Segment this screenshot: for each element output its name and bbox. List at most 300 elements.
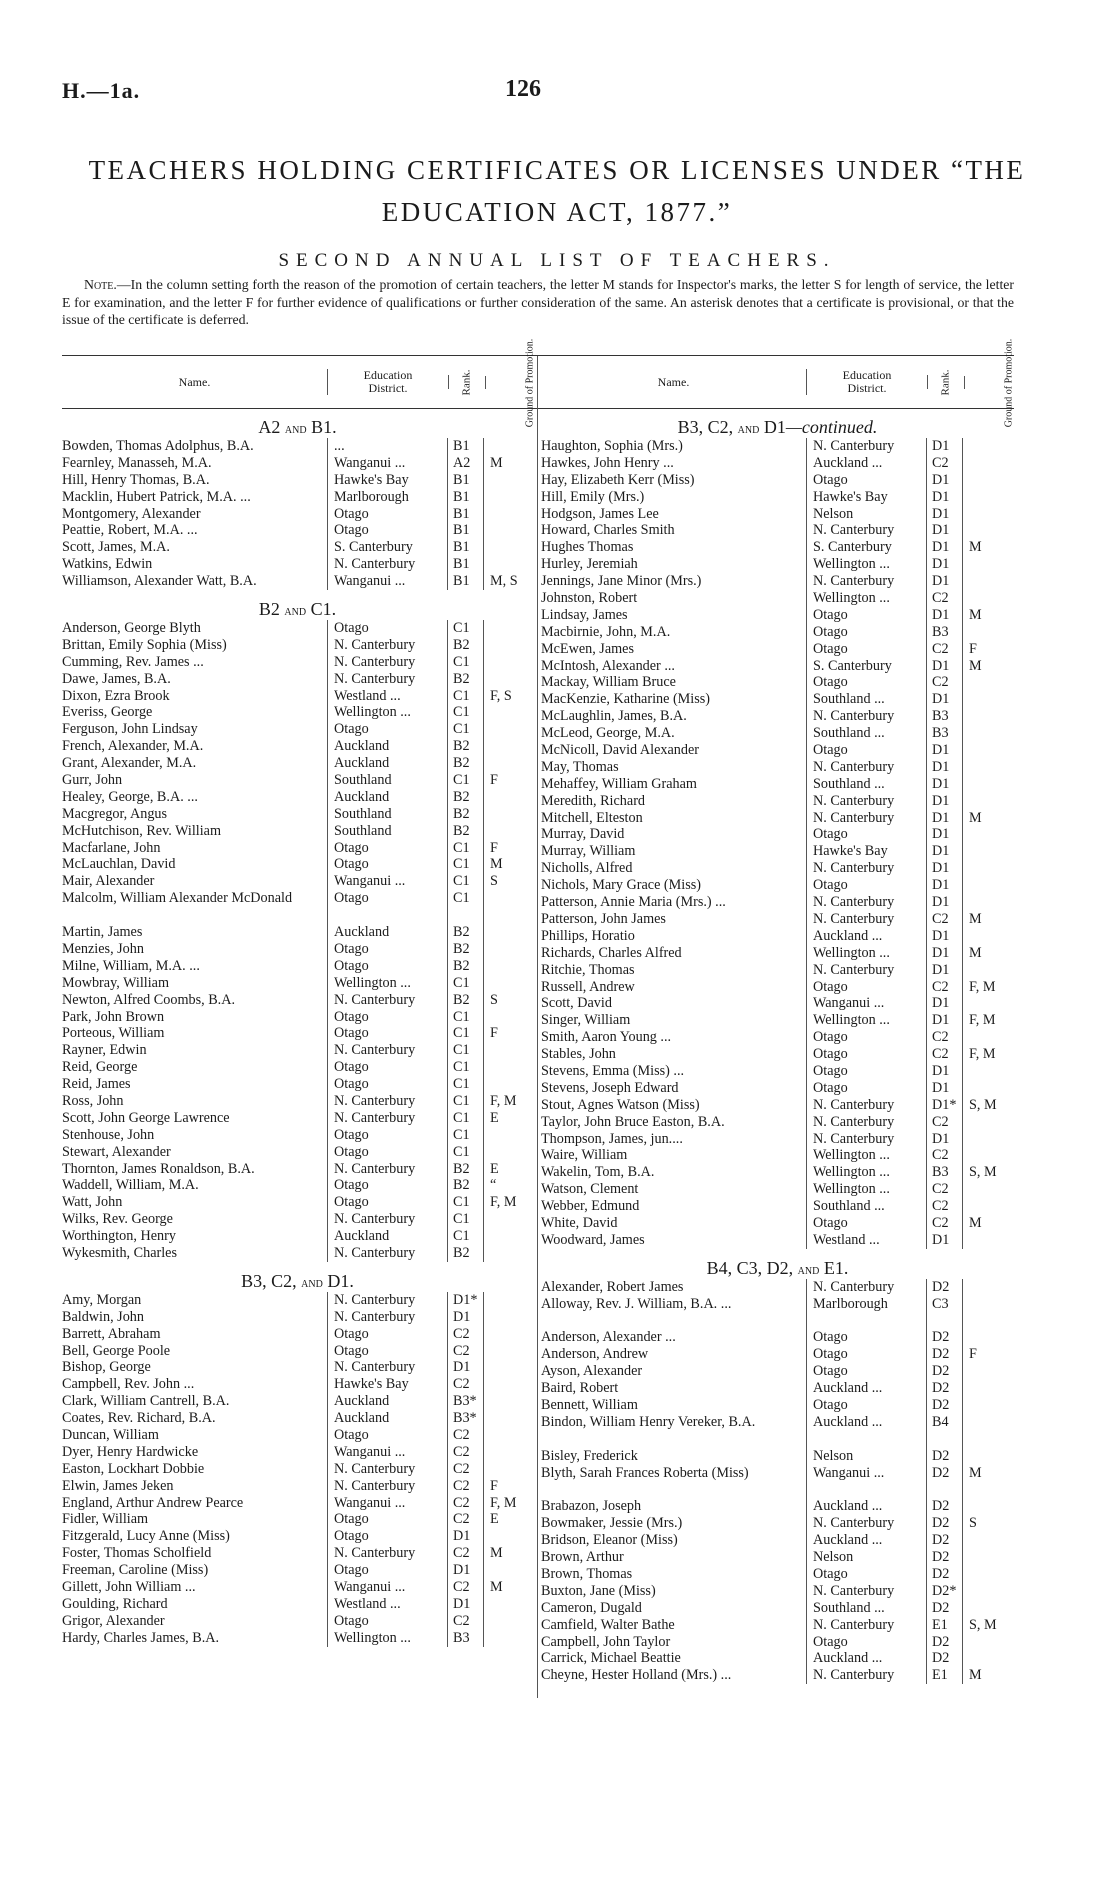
education-district: Southland ... <box>806 725 926 742</box>
teacher-name-text: Bell, George Poole <box>62 1342 171 1359</box>
teacher-name-text: Phillips, Horatio <box>541 927 635 944</box>
table-row <box>541 1329 1014 1346</box>
teacher-name-text: Gillett, John William ... <box>62 1579 196 1596</box>
teacher-name <box>541 1181 806 1198</box>
table-row <box>541 1080 1014 1097</box>
rank: D1 <box>926 1080 962 1097</box>
education-district: Otago <box>806 1063 926 1080</box>
teacher-name <box>541 674 806 691</box>
education-district: Auckland ... <box>806 1380 926 1397</box>
table-row <box>62 489 533 506</box>
education-district: Otago <box>327 1511 447 1528</box>
teacher-name-text: Reid, George <box>62 1059 138 1076</box>
table-row <box>541 624 1014 641</box>
section-grades-end: B1. <box>311 417 337 437</box>
table-row <box>62 1245 533 1262</box>
table-row <box>541 1097 1014 1114</box>
table-row <box>541 810 1014 827</box>
teacher-name <box>62 1009 327 1026</box>
ground-of-promotion <box>483 1461 533 1478</box>
teacher-name-text: Wykesmith, Charles <box>62 1244 177 1261</box>
teacher-name <box>62 924 327 941</box>
ground-of-promotion: M <box>962 1465 1014 1499</box>
rank: D2 <box>926 1600 962 1617</box>
education-district: Otago <box>327 620 447 637</box>
teacher-name-text: McNicoll, David Alexander <box>541 742 699 759</box>
ground-of-promotion <box>483 1228 533 1245</box>
education-district: Hawke's Bay <box>327 472 447 489</box>
teacher-name <box>541 1063 806 1080</box>
ground-of-promotion <box>483 1076 533 1093</box>
table-row <box>541 1549 1014 1566</box>
teacher-name <box>541 1012 806 1029</box>
education-district: Otago <box>327 721 447 738</box>
teacher-name <box>541 1080 806 1097</box>
left-column <box>62 338 536 1698</box>
education-district: Otago <box>806 1346 926 1363</box>
teacher-name-text: Murray, David <box>541 826 625 843</box>
rank: D2 <box>926 1650 962 1667</box>
rank: C3 <box>926 1296 962 1330</box>
education-district: Hawke's Bay <box>806 489 926 506</box>
rank: B2 <box>447 1161 483 1178</box>
ground-of-promotion <box>483 1245 533 1262</box>
teacher-name-text: Stenhouse, John <box>62 1126 155 1143</box>
ground-of-promotion <box>483 924 533 941</box>
table-row <box>541 1131 1014 1148</box>
teacher-name <box>62 688 327 705</box>
rank: D1 <box>447 1309 483 1326</box>
rank: D1 <box>926 489 962 506</box>
title-line-2: EDUCATION ACT, 1877.” <box>381 197 733 227</box>
table-row <box>62 1427 533 1444</box>
teacher-name-text: Stout, Agnes Watson (Miss) <box>541 1096 700 1113</box>
teacher-name-text: Hodgson, James Lee <box>541 505 659 522</box>
table-row <box>541 1114 1014 1131</box>
ground-of-promotion <box>483 1596 533 1613</box>
table-row <box>62 1596 533 1613</box>
table-row <box>541 1617 1014 1634</box>
rank: D1 <box>926 472 962 489</box>
teacher-name-text: Haughton, Sophia (Mrs.) <box>541 438 683 454</box>
rank: D1 <box>926 1012 962 1029</box>
teacher-name <box>541 979 806 996</box>
header-ground: Ground of Promotion. <box>964 376 1054 389</box>
education-district: Southland ... <box>806 1198 926 1215</box>
ground-of-promotion <box>962 1600 1014 1617</box>
rank: B2 <box>447 671 483 688</box>
rank: D2 <box>926 1380 962 1397</box>
table-row <box>62 856 533 873</box>
ground-of-promotion <box>483 1427 533 1444</box>
teacher-name <box>62 772 327 789</box>
table-row <box>62 873 533 890</box>
ground-of-promotion <box>962 1414 1014 1448</box>
education-district: N. Canterbury <box>806 1667 926 1684</box>
table-row <box>541 1198 1014 1215</box>
teacher-name <box>541 877 806 894</box>
right-sections <box>541 408 1014 1684</box>
table-row <box>541 1296 1014 1330</box>
teacher-name-text: Hill, Emily (Mrs.) <box>541 488 645 505</box>
rank: C2 <box>926 1181 962 1198</box>
table-row <box>541 438 1014 455</box>
rank: D1 <box>926 573 962 590</box>
section-heading <box>62 1262 533 1292</box>
teacher-name <box>541 1164 806 1181</box>
ground-of-promotion: M <box>483 856 533 873</box>
rank: C2 <box>926 911 962 928</box>
rank: C2 <box>447 1495 483 1512</box>
teacher-name-text: Newton, Alfred Coombs, B.A. <box>62 991 235 1008</box>
rank: B3* <box>447 1393 483 1410</box>
table-row <box>541 1532 1014 1549</box>
teacher-name-text: Worthington, Henry <box>62 1228 176 1245</box>
rank: D1 <box>926 539 962 556</box>
teacher-name-text: Amy, Morgan <box>62 1291 142 1308</box>
education-district: Wanganui ... <box>806 995 926 1012</box>
rank: D1 <box>926 1131 962 1148</box>
rank: D1 <box>926 928 962 945</box>
ground-of-promotion <box>483 1127 533 1144</box>
table-row <box>62 1025 533 1042</box>
teacher-name <box>541 489 806 506</box>
right-column <box>541 338 1015 1698</box>
ground-of-promotion <box>483 1009 533 1026</box>
rank: D1 <box>926 556 962 573</box>
teacher-name-text: Mitchell, Elteston <box>541 809 643 826</box>
education-district: Westland ... <box>327 1596 447 1613</box>
education-district: Westland ... <box>327 688 447 705</box>
rank: B2 <box>447 958 483 975</box>
teacher-name-text: Waire, William <box>541 1147 628 1164</box>
teacher-name <box>62 1495 327 1512</box>
teacher-name <box>541 759 806 776</box>
ground-of-promotion <box>962 1232 1014 1249</box>
table-row <box>62 637 533 654</box>
teacher-name <box>62 1393 327 1410</box>
teacher-name-text: Bowmaker, Jessie (Mrs.) <box>541 1515 683 1532</box>
subtitle: SECOND ANNUAL LIST OF TEACHERS. <box>278 250 836 271</box>
teacher-name-text: Smith, Aaron Young ... <box>541 1029 672 1046</box>
teacher-name <box>62 721 327 738</box>
teacher-name <box>541 506 806 523</box>
teacher-name-text: Lindsay, James <box>541 606 628 623</box>
teacher-name <box>62 1461 327 1478</box>
rank: B1 <box>447 556 483 573</box>
header-name: Name. <box>657 374 690 389</box>
teacher-name <box>62 738 327 755</box>
table-row <box>541 1012 1014 1029</box>
table-row <box>62 455 533 472</box>
education-district: N. Canterbury <box>327 654 447 671</box>
education-district: Otago <box>806 742 926 759</box>
teacher-name-text: Fidler, William <box>62 1511 149 1528</box>
education-district: Wanganui ... <box>327 1495 447 1512</box>
rank: C2 <box>926 590 962 607</box>
teacher-name-text: Alloway, Rev. J. William, B.A. ... <box>541 1295 732 1312</box>
education-district: N. Canterbury <box>327 992 447 1009</box>
ground-of-promotion <box>483 620 533 637</box>
section-and: and <box>737 422 760 437</box>
education-district: Wellington ... <box>806 1147 926 1164</box>
teacher-name-text: Anderson, Alexander ... <box>541 1329 676 1346</box>
section-grades: B2 <box>258 599 280 620</box>
table-row <box>62 789 533 806</box>
teacher-name-text: Dyer, Henry Hardwicke <box>62 1443 199 1460</box>
teacher-name-text: Blyth, Sarah Frances Roberta (Miss) <box>541 1464 749 1481</box>
rank: D1 <box>926 658 962 675</box>
ground-of-promotion: F, M <box>962 1012 1014 1029</box>
table-row <box>541 1232 1014 1249</box>
table-row <box>541 759 1014 776</box>
teacher-name-text: Macbirnie, John, M.A. <box>541 623 671 640</box>
education-district: Wellington ... <box>327 975 447 992</box>
table-row <box>62 1144 533 1161</box>
section-heading <box>62 408 533 438</box>
teacher-name <box>62 789 327 806</box>
rank: D1 <box>926 506 962 523</box>
education-district: N. Canterbury <box>806 962 926 979</box>
education-district: N. Canterbury <box>327 1110 447 1127</box>
section-heading <box>541 408 1014 438</box>
teacher-name <box>62 1245 327 1262</box>
teacher-name <box>541 1131 806 1148</box>
education-district: Otago <box>327 1025 447 1042</box>
table-row <box>62 522 533 539</box>
rank: C2 <box>926 641 962 658</box>
education-district: Otago <box>806 1329 926 1346</box>
ground-of-promotion <box>483 806 533 823</box>
education-district: Southland ... <box>806 691 926 708</box>
education-district: N. Canterbury <box>327 1161 447 1178</box>
education-district: N. Canterbury <box>806 438 926 455</box>
ground-of-promotion: S <box>962 1515 1014 1532</box>
table-row <box>62 1444 533 1461</box>
ground-of-promotion <box>962 928 1014 945</box>
education-district: Hawke's Bay <box>327 1376 447 1393</box>
education-district: Auckland <box>327 789 447 806</box>
teacher-name-text: Mowbray, William <box>62 974 170 991</box>
ground-of-promotion <box>962 1583 1014 1600</box>
ground-of-promotion: F, M <box>483 1093 533 1110</box>
teacher-name <box>62 1228 327 1245</box>
teacher-name <box>62 992 327 1009</box>
teacher-name <box>541 1414 806 1448</box>
education-district: Wellington ... <box>806 556 926 573</box>
note-label: Note. <box>84 277 117 292</box>
table-row <box>62 1613 533 1630</box>
table-row <box>62 671 533 688</box>
teacher-name-text: Webber, Edmund <box>541 1198 640 1215</box>
teacher-name <box>62 1613 327 1630</box>
table-row <box>62 539 533 556</box>
education-district: Southland ... <box>806 1600 926 1617</box>
education-district: Westland ... <box>806 1232 926 1249</box>
note-paragraph <box>62 276 1014 329</box>
ground-of-promotion <box>483 1326 533 1343</box>
rank: C2 <box>447 1461 483 1478</box>
education-district: S. Canterbury <box>806 658 926 675</box>
table-row <box>541 1380 1014 1397</box>
table-row <box>541 455 1014 472</box>
table-row <box>541 1667 1014 1684</box>
table-row <box>541 641 1014 658</box>
ground-of-promotion <box>962 860 1014 877</box>
table-row <box>62 1110 533 1127</box>
ground-of-promotion: M <box>962 658 1014 675</box>
education-district: Otago <box>806 1215 926 1232</box>
teacher-name-text: McLeod, George, M.A. <box>541 725 675 742</box>
table-row <box>62 1076 533 1093</box>
rank: D1 <box>926 1232 962 1249</box>
table-row <box>541 1650 1014 1667</box>
teacher-name-text: Montgomery, Alexander <box>62 505 201 522</box>
header-district: Education District. <box>806 369 927 395</box>
table-row <box>62 506 533 523</box>
rank: E1 <box>926 1667 962 1684</box>
section-grades-end: D1. <box>327 1270 354 1291</box>
section-and: and <box>284 422 307 437</box>
education-district: Nelson <box>806 1448 926 1465</box>
table-row <box>62 1177 533 1194</box>
education-district: Otago <box>327 1326 447 1343</box>
teacher-name <box>541 894 806 911</box>
teacher-name-text: Camfield, Walter Bathe <box>541 1616 675 1633</box>
rank: C1 <box>447 975 483 992</box>
teacher-name-text: Stewart, Alexander <box>62 1143 171 1160</box>
table-row <box>541 962 1014 979</box>
section-continued: —continued. <box>785 417 878 437</box>
teacher-name-text: Baird, Robert <box>541 1380 619 1397</box>
rank: C2 <box>926 674 962 691</box>
teacher-name <box>541 1279 806 1296</box>
ground-of-promotion <box>483 1613 533 1630</box>
ground-of-promotion <box>483 1144 533 1161</box>
teacher-name-text: Peattie, Robert, M.A. ... <box>62 522 198 539</box>
teacher-name <box>541 1549 806 1566</box>
table-row <box>541 843 1014 860</box>
education-district: Otago <box>806 1397 926 1414</box>
teacher-name <box>62 556 327 573</box>
teacher-name-text: Milne, William, M.A. ... <box>62 957 200 974</box>
education-district: N. Canterbury <box>806 894 926 911</box>
teacher-name <box>541 472 806 489</box>
teacher-name <box>541 1465 806 1499</box>
rank: B2 <box>447 924 483 941</box>
table-row <box>541 742 1014 759</box>
table-row <box>62 890 533 924</box>
teacher-name <box>62 704 327 721</box>
education-district: Otago <box>327 856 447 873</box>
table-row <box>541 928 1014 945</box>
table-row <box>541 894 1014 911</box>
teacher-name-text: Brown, Thomas <box>541 1565 633 1582</box>
rank: B3 <box>447 1630 483 1647</box>
teacher-name <box>62 1545 327 1562</box>
ground-of-promotion: S, M <box>962 1164 1014 1181</box>
education-district: Auckland <box>327 738 447 755</box>
table-row <box>62 1461 533 1478</box>
ground-of-promotion: F, M <box>962 1046 1014 1063</box>
teacher-name-text: Mehaffey, William Graham <box>541 775 697 792</box>
rank: C1 <box>447 873 483 890</box>
ground-of-promotion: S, M <box>962 1097 1014 1114</box>
education-district: Otago <box>806 674 926 691</box>
ground-of-promotion <box>962 691 1014 708</box>
teacher-name-text: Bennett, William <box>541 1397 638 1413</box>
education-district: N. Canterbury <box>327 1093 447 1110</box>
teacher-name-text: Easton, Lockhart Dobbie <box>62 1460 205 1477</box>
ground-of-promotion <box>483 1059 533 1076</box>
table-row <box>541 691 1014 708</box>
ground-of-promotion <box>483 522 533 539</box>
education-district: Wellington ... <box>806 1164 926 1181</box>
rank: D2 <box>926 1465 962 1499</box>
teacher-name-text: Hill, Henry Thomas, B.A. <box>62 471 210 488</box>
education-district: Wanganui ... <box>327 455 447 472</box>
ground-of-promotion: M <box>962 810 1014 827</box>
teacher-name-text: Foster, Thomas Scholfield <box>62 1545 212 1562</box>
table-row <box>541 1029 1014 1046</box>
ground-of-promotion: E <box>483 1161 533 1178</box>
education-district: Otago <box>327 941 447 958</box>
teacher-name <box>62 958 327 975</box>
rank: D1 <box>926 607 962 624</box>
rank: C2 <box>447 1444 483 1461</box>
ground-of-promotion <box>962 455 1014 472</box>
table-row <box>62 1042 533 1059</box>
table-row <box>541 1515 1014 1532</box>
teacher-name-text: Scott, John George Lawrence <box>62 1109 230 1126</box>
ground-of-promotion <box>483 958 533 975</box>
table-row <box>541 979 1014 996</box>
teacher-name-text: May, Thomas <box>541 758 619 775</box>
teacher-name <box>62 1359 327 1376</box>
table-row <box>62 1194 533 1211</box>
teacher-name <box>541 573 806 590</box>
table-row <box>62 840 533 857</box>
education-district: N. Canterbury <box>806 1114 926 1131</box>
table-row <box>62 688 533 705</box>
education-district: Otago <box>327 1177 447 1194</box>
education-district: Auckland <box>327 924 447 941</box>
table-row <box>62 1211 533 1228</box>
ground-of-promotion <box>962 1549 1014 1566</box>
rank: B2 <box>447 806 483 823</box>
table-row <box>541 1448 1014 1465</box>
teacher-name-text: Thornton, James Ronaldson, B.A. <box>62 1160 255 1177</box>
education-district: Wanganui ... <box>327 1444 447 1461</box>
education-district: Auckland ... <box>806 1498 926 1515</box>
rank: D2 <box>926 1329 962 1346</box>
teacher-name-text: Scott, James, M.A. <box>62 539 170 556</box>
rank: D1 <box>447 1562 483 1579</box>
rank: D2 <box>926 1532 962 1549</box>
header-district: Education District. <box>327 369 448 395</box>
education-district: Nelson <box>806 1549 926 1566</box>
teacher-name <box>62 1211 327 1228</box>
ground-of-promotion: S <box>483 992 533 1009</box>
teacher-name <box>62 522 327 539</box>
teacher-name-text: Bishop, George <box>62 1359 151 1376</box>
education-district: Wellington ... <box>806 1012 926 1029</box>
education-district: Auckland <box>327 755 447 772</box>
education-district: Otago <box>327 1528 447 1545</box>
education-district: N. Canterbury <box>327 1359 447 1376</box>
teacher-name <box>62 506 327 523</box>
rank: B3 <box>926 1164 962 1181</box>
